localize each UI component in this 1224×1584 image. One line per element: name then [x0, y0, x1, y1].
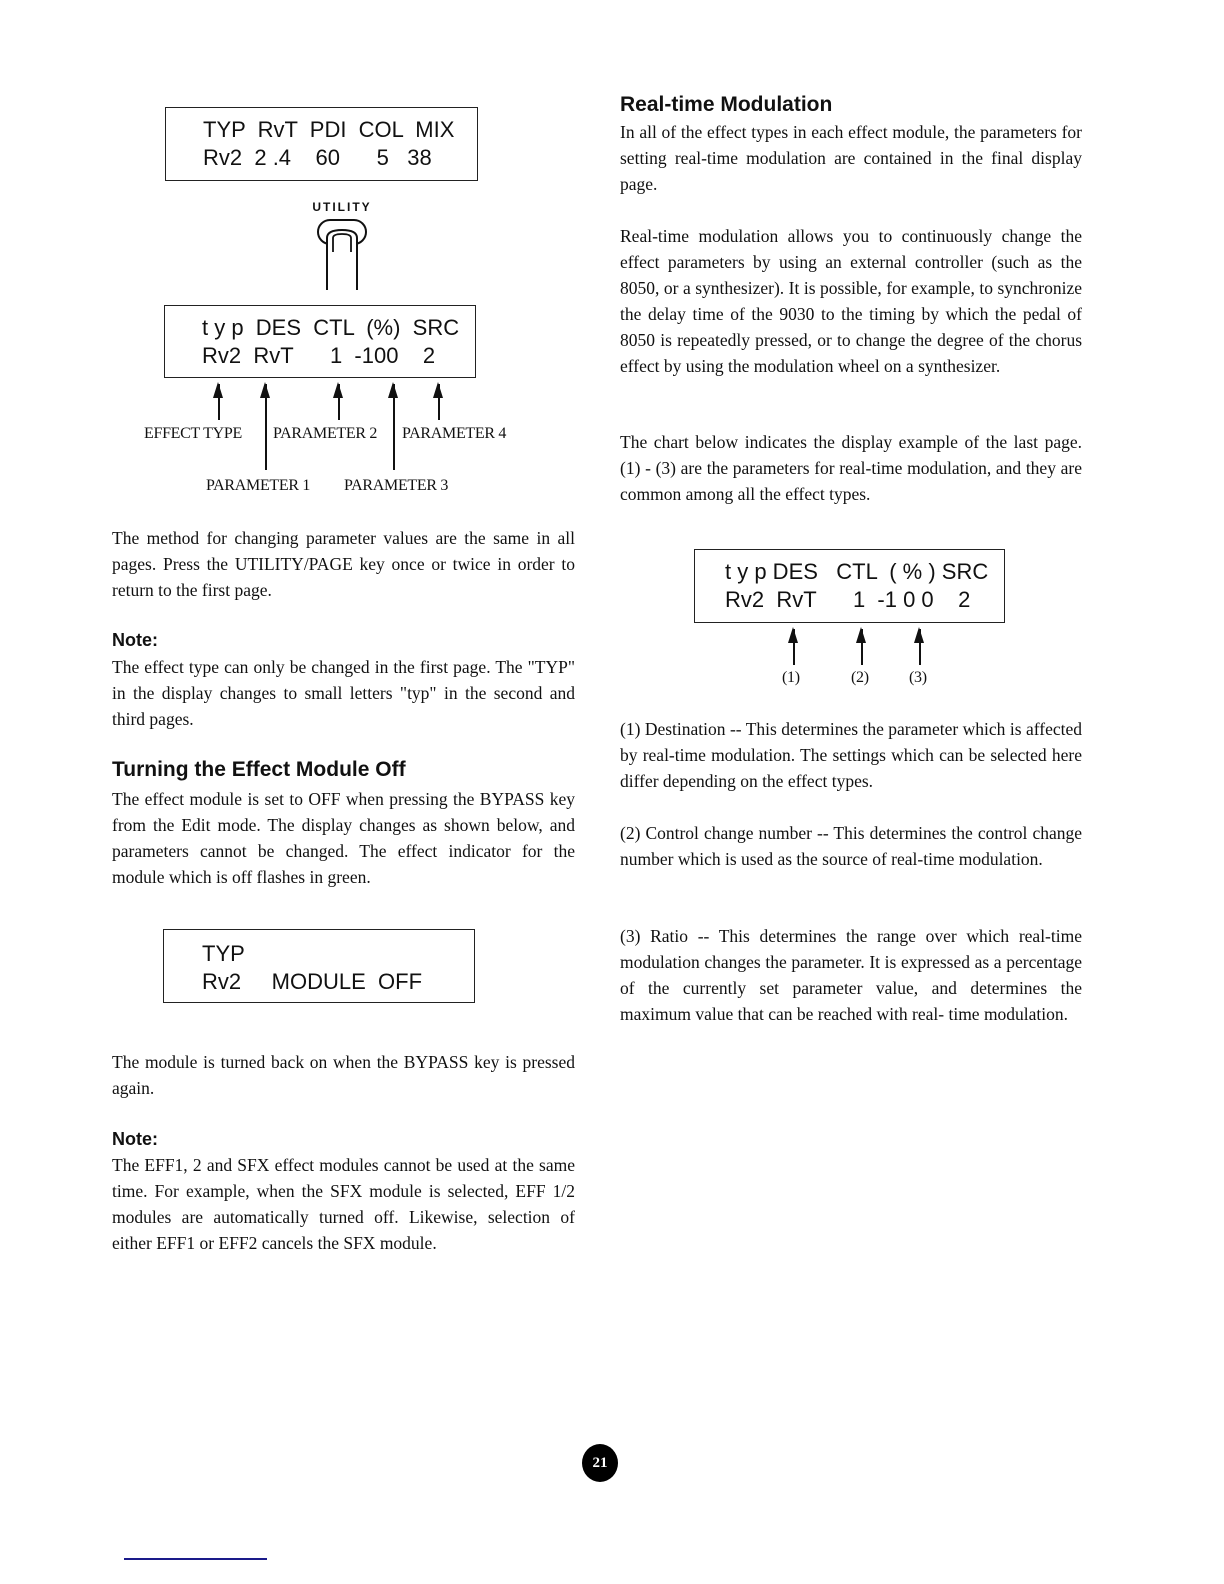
paragraph-ratio: (3) Ratio -- This determines the range over which real-time modulation changes the parameter. It is expressed as a percentage of the currently set parameter value, and determines the maximum value that can be reached with real- time modulation. — [620, 926, 1082, 1024]
note-heading: Note: — [112, 630, 158, 650]
section-heading-module-off: Turning the Effect Module Off — [112, 758, 406, 781]
arrow-parameter-4 — [438, 384, 440, 420]
lcd-row-2: Rv2 RvT 1 -1 0 0 2 — [725, 587, 971, 612]
paragraph-bypass: The effect module is set to OFF when pressing the BYPASS key from the Edit mode. The display changes as shown below, and parameters cannot be changed. The effect indicator for the module which is off flashes in green. — [112, 789, 575, 887]
paragraph-rtm-description: Real-time modulation allows you to continuously change the effect parameters by using an external controller (such as the 8050, or a synthesizer). It is possible, for example, to synchronize the delay time of the 9030 to the timing by which the pedal of 8050 is repeatedly pressed, or to change the degree of the chorus effect by using the modulation wheel on a synthesizer. — [620, 226, 1082, 376]
finger-pressing-key-icon — [315, 218, 371, 294]
lcd-row-1: t y p DES CTL (%) SRC — [202, 315, 460, 340]
lcd-row-1: TYP — [202, 941, 245, 966]
lcd-row-1: TYP RvT PDI COL MIX — [203, 117, 455, 142]
label-2: (2) — [851, 669, 869, 686]
utility-key-label: UTILITY — [312, 200, 372, 214]
lcd-row-2: Rv2 RvT 1 -100 2 — [202, 343, 436, 368]
label-1: (1) — [782, 669, 800, 686]
lcd-display-first-page — [165, 107, 478, 181]
paragraph-chart-below: The chart below indicates the display example of the last page. (1) - (3) are the parameters for real-time modulation, and they are common among all the effect types. — [620, 432, 1082, 504]
paragraph-changing-values: The method for changing parameter values are the same in all pages. Press the UTILITY/PAGE key once or twice in order to return to the first page. — [112, 528, 575, 600]
lcd-display-last-page — [164, 305, 476, 378]
note-module-exclusive: The EFF1, 2 and SFX effect modules cannot be used at the same time. For example, when the SFX module is selected, EFF 1/2 modules are automatically turned off. Likewise, selection of either EFF1 or EFF2 cancels the SFX module. — [112, 1155, 575, 1253]
paragraph-destination: (1) Destination -- This determines the parameter which is affected by real-time modulation. The settings which can be selected here differ depending on the effect types. — [620, 719, 1082, 791]
arrow-parameter-3 — [393, 384, 395, 470]
footer-divider — [124, 1558, 267, 1560]
note-heading: Note: — [112, 1129, 158, 1149]
lcd-row-2: Rv2 2 .4 60 5 38 — [203, 145, 432, 170]
paragraph-control-change: (2) Control change number -- This determines the control change number which is used as the source of real-time modulation. — [620, 823, 1082, 869]
label-parameter-1: PARAMETER 1 — [206, 477, 311, 494]
arrow-effect-type — [218, 384, 220, 420]
section-heading-realtime-modulation: Real-time Modulation — [620, 93, 833, 116]
lcd-row-1: t y p DES CTL ( % ) SRC — [725, 559, 989, 584]
arrow-ratio — [919, 629, 921, 665]
label-parameter-2: PARAMETER 2 — [273, 425, 378, 442]
label-effect-type: EFFECT TYPE — [144, 425, 242, 442]
paragraph-rtm-intro: In all of the effect types in each effect module, the parameters for setting real-time modulation are contained in the final display page. — [620, 122, 1082, 194]
note-effect-type: The effect type can only be changed in the first page. The "TYP" in the display changes to small letters "typ" in the second and third pages. — [112, 657, 575, 729]
label-3: (3) — [909, 669, 927, 686]
arrow-parameter-2 — [338, 384, 340, 420]
lcd-row-2: Rv2 MODULE OFF — [202, 969, 423, 994]
label-parameter-3: PARAMETER 3 — [344, 477, 449, 494]
arrow-control-change — [861, 629, 863, 665]
lcd-display-module-off — [163, 929, 475, 1003]
lcd-display-rtm-page — [694, 549, 1005, 623]
arrow-destination — [793, 629, 795, 665]
arrow-parameter-1 — [265, 384, 267, 470]
paragraph-turned-back-on: The module is turned back on when the BYPASS key is pressed again. — [112, 1052, 575, 1098]
page-number: 21 — [582, 1444, 618, 1482]
label-parameter-4: PARAMETER 4 — [402, 425, 507, 442]
